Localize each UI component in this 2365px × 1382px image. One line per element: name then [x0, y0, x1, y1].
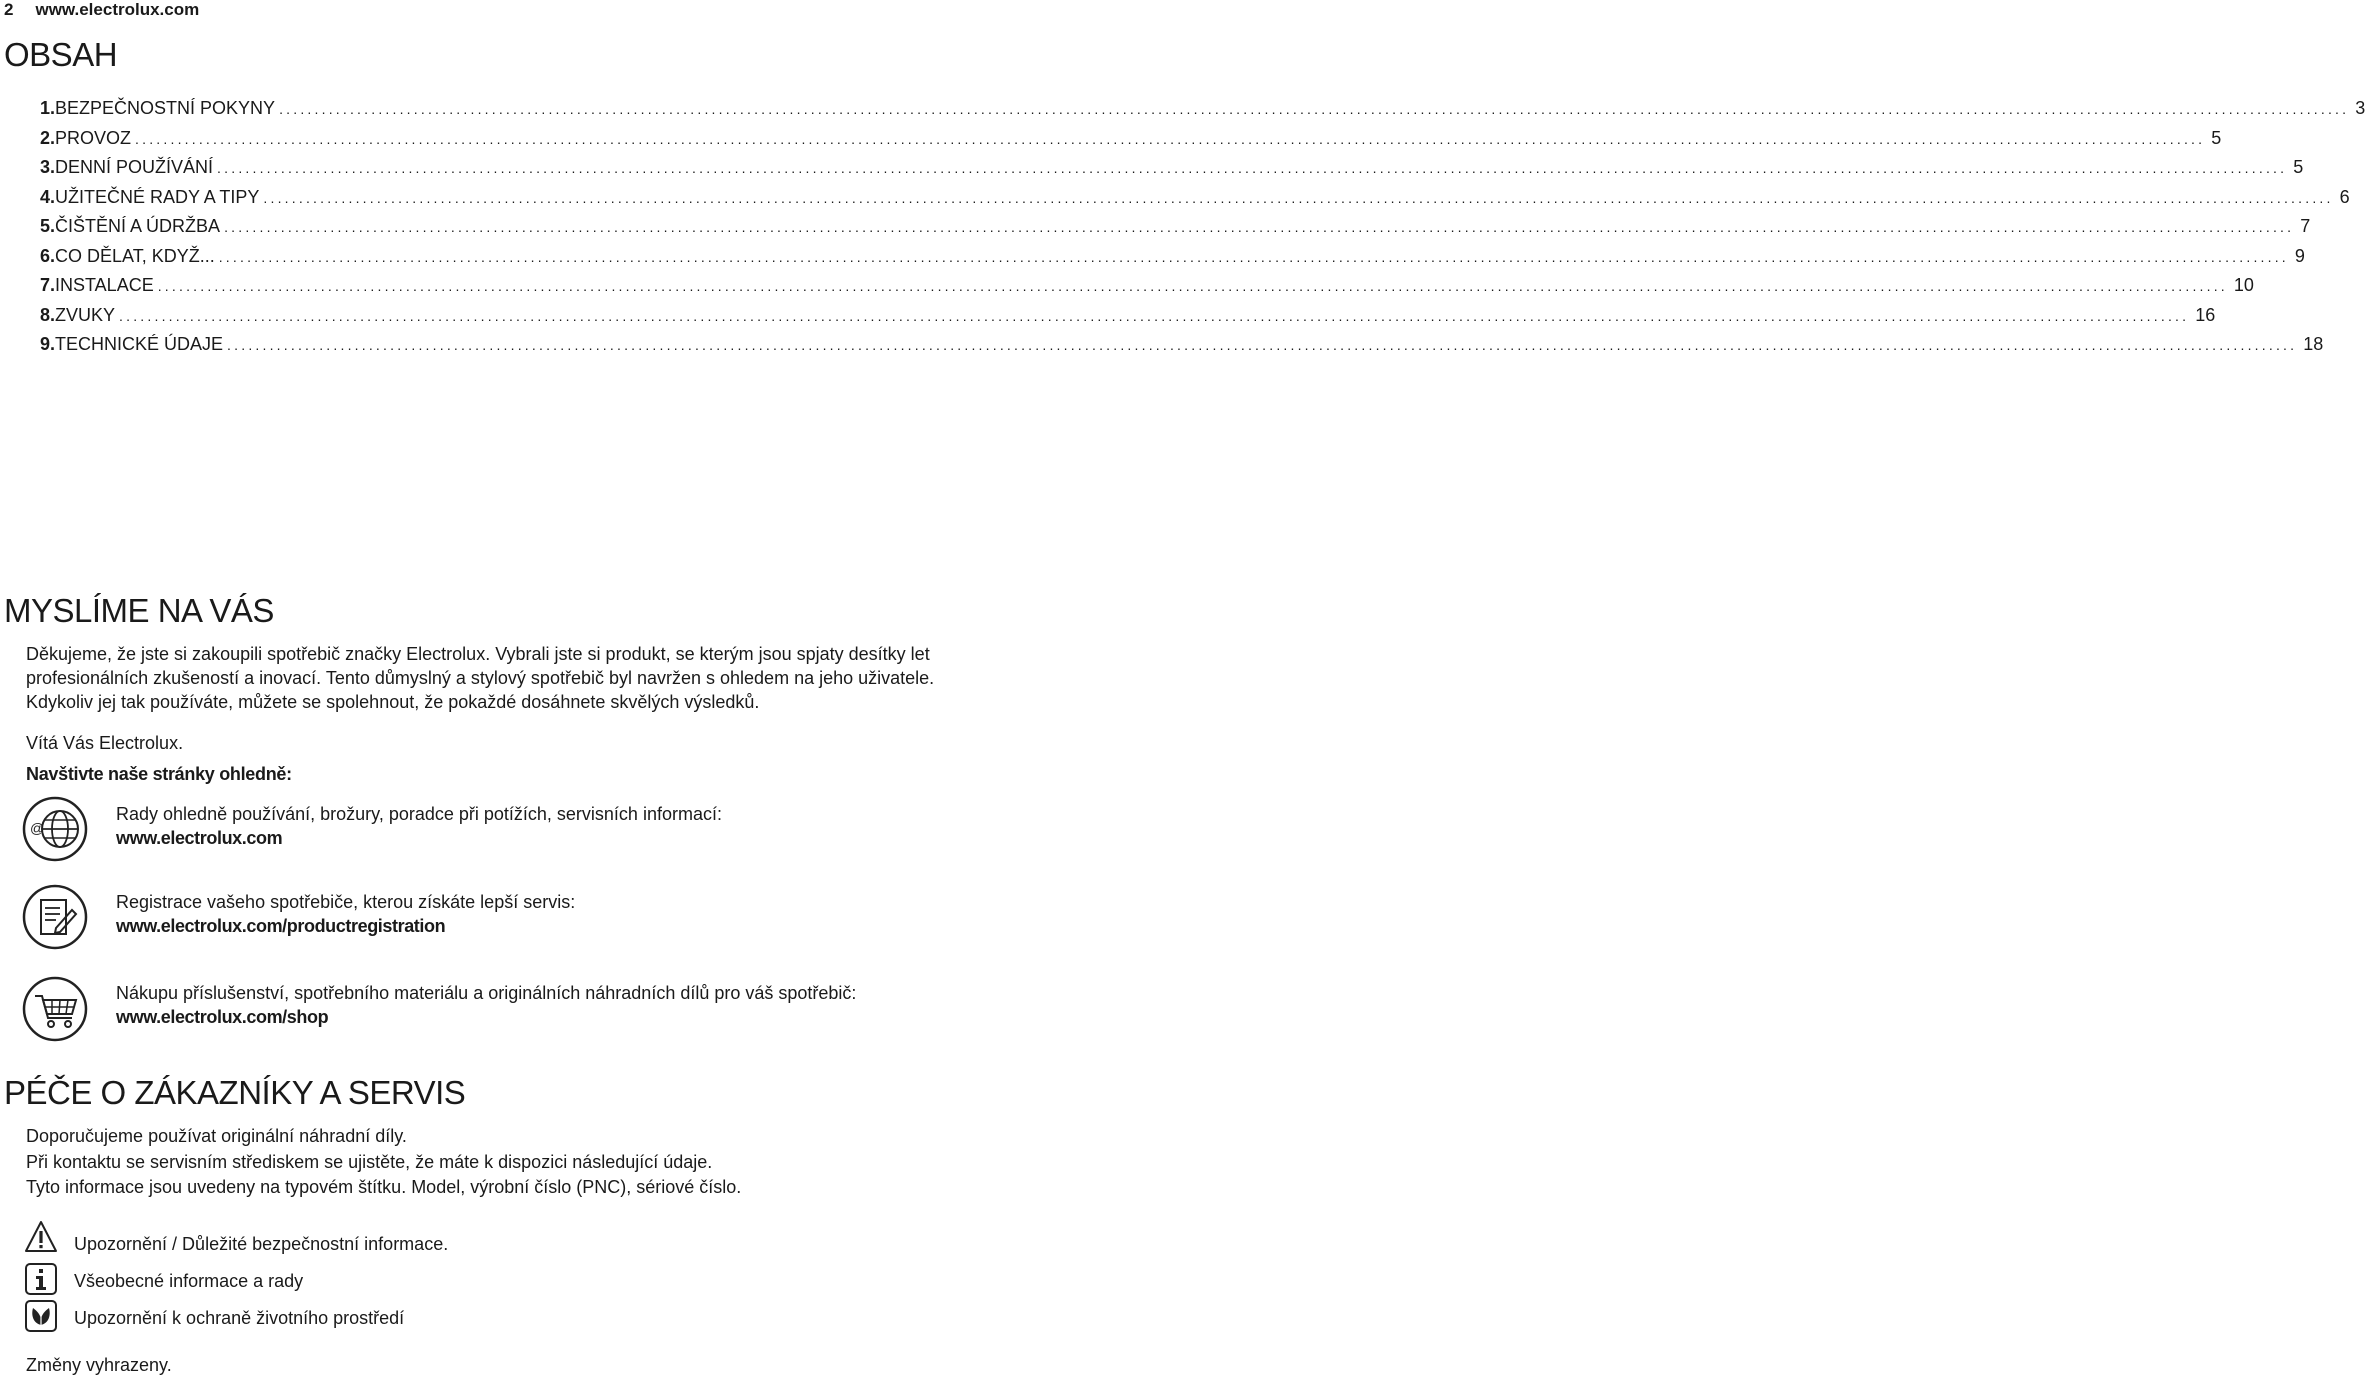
- footer-notice: Změny vyhrazeny.: [26, 1355, 172, 1375]
- thinking-of-you-title: MYSLÍME NA VÁS: [4, 592, 274, 629]
- toc-item-page: 5: [2293, 157, 2304, 177]
- toc-item-number: 2.: [40, 127, 56, 148]
- page-header: [4, 0, 199, 22]
- toc-item-title: TECHNICKÉ ÚDAJE: [55, 334, 224, 354]
- customer-care-title: PÉČE O ZÁKAZNÍKY A SERVIS: [4, 1074, 466, 1111]
- care-line: Při kontaktu se servisním střediskem se ujistěte, že máte k dispozici následující údaje.: [26, 1152, 713, 1172]
- header-website: www.electrolux.com: [35, 0, 200, 19]
- toc-item[interactable]: [40, 127, 2222, 158]
- legend-label: Upozornění / Důležité bezpečnostní informace.: [74, 1234, 449, 1254]
- page-number: 2: [4, 0, 14, 19]
- care-line: Doporučujeme používat originální náhradní díly.: [26, 1126, 407, 1146]
- globe-icon: [22, 796, 88, 862]
- toc-item[interactable]: [40, 304, 2216, 335]
- toc-item-number: 9.: [40, 334, 56, 354]
- link-description: Rady ohledně používání, brožury, poradce při potížích, servisních informací:: [116, 804, 722, 824]
- toc-item-title: PROVOZ: [55, 127, 132, 148]
- toc-item-title: INSTALACE: [55, 275, 154, 295]
- link-description: Nákupu příslušenství, spotřebního materiálu a originálních náhradních dílů pro váš spotřebič:: [116, 983, 857, 1003]
- warning-triangle-icon: [24, 1220, 58, 1254]
- toc-item-page: 6: [2339, 186, 2350, 207]
- toc-item[interactable]: [40, 157, 2304, 187]
- table-of-contents: [40, 98, 2365, 364]
- toc-dot-leader: [279, 101, 2349, 117]
- toc-item[interactable]: [40, 275, 2254, 305]
- toc-dot-leader: [135, 131, 2205, 147]
- toc-item-title: ČIŠTĚNÍ A ÚDRŽBA: [55, 216, 221, 236]
- toc-item[interactable]: [40, 98, 2365, 128]
- welcome-text: Vítá Vás Electrolux.: [26, 733, 184, 753]
- shopping-cart-icon: [22, 976, 88, 1042]
- toc-item-page: 16: [2195, 304, 2216, 325]
- svg-text:@: @: [30, 820, 45, 836]
- toc-item-page: 5: [2211, 127, 2222, 148]
- product-registration-link[interactable]: www.electrolux.com/productregistration: [116, 916, 446, 936]
- toc-dot-leader: [263, 190, 2333, 206]
- toc-item-number: 4.: [40, 186, 56, 207]
- toc-item-page: 9: [2294, 245, 2305, 266]
- toc-item-page: 10: [2233, 275, 2254, 295]
- toc-item[interactable]: [40, 245, 2305, 276]
- toc-dot-leader: [119, 308, 2189, 324]
- toc-item-number: 8.: [40, 304, 56, 325]
- toc-dot-leader: [227, 337, 2297, 353]
- toc-item-number: 6.: [40, 245, 56, 266]
- website-link[interactable]: www.electrolux.com: [116, 828, 283, 848]
- care-line: Tyto informace jsou uvedeny na typovém štítku. Model, výrobní číslo (PNC), sériové číslo.: [26, 1177, 742, 1197]
- toc-item-page: 18: [2303, 334, 2324, 354]
- contents-title: OBSAH: [4, 36, 118, 73]
- info-icon: [24, 1262, 58, 1296]
- environment-leaf-icon: [24, 1299, 58, 1333]
- toc-dot-leader: [219, 249, 2289, 265]
- toc-item-page: 3: [2355, 98, 2365, 118]
- toc-item-title: BEZPEČNOSTNÍ POKYNY: [55, 98, 276, 118]
- intro-paragraph: Děkujeme, že jste si zakoupili spotřebič značky Electrolux. Vybrali jste si produkt, se kterým jsou spjaty desítky let profesionálních zkušeností a inovací. Tento důmyslný a stylový spotřebič byl navržen s ohledem na jeho uživatele. Kdykoliv jej tak používáte, můžete se spolehnout, že pokaždé dosáhnete skvělých výsledků.: [26, 644, 935, 712]
- toc-item-title: DENNÍ POUŽÍVÁNÍ: [55, 157, 214, 177]
- toc-item-number: 5.: [40, 216, 56, 236]
- toc-item[interactable]: [40, 186, 2350, 217]
- toc-item-number: 3.: [40, 157, 56, 177]
- toc-item[interactable]: [40, 216, 2311, 246]
- toc-item-page: 7: [2300, 216, 2311, 236]
- visit-label: Navštivte naše stránky ohledně:: [26, 764, 292, 784]
- toc-item-title: UŽITEČNÉ RADY A TIPY: [55, 186, 260, 207]
- legend-label: Upozornění k ochraně životního prostředí: [74, 1308, 405, 1328]
- toc-item-title: ZVUKY: [55, 304, 116, 325]
- toc-item[interactable]: [40, 334, 2324, 364]
- toc-item-title: CO DĚLAT, KDYŽ...: [55, 245, 215, 266]
- shop-link[interactable]: www.electrolux.com/shop: [116, 1007, 329, 1027]
- toc-dot-leader: [158, 278, 2228, 294]
- toc-dot-leader: [224, 219, 2294, 235]
- legend-label: Všeobecné informace a rady: [74, 1271, 304, 1291]
- toc-item-number: 7.: [40, 275, 56, 295]
- toc-dot-leader: [217, 160, 2287, 176]
- toc-item-number: 1.: [40, 98, 56, 118]
- link-description: Registrace vašeho spotřebiče, kterou získáte lepší servis:: [116, 892, 576, 912]
- registration-form-icon: [22, 884, 88, 950]
